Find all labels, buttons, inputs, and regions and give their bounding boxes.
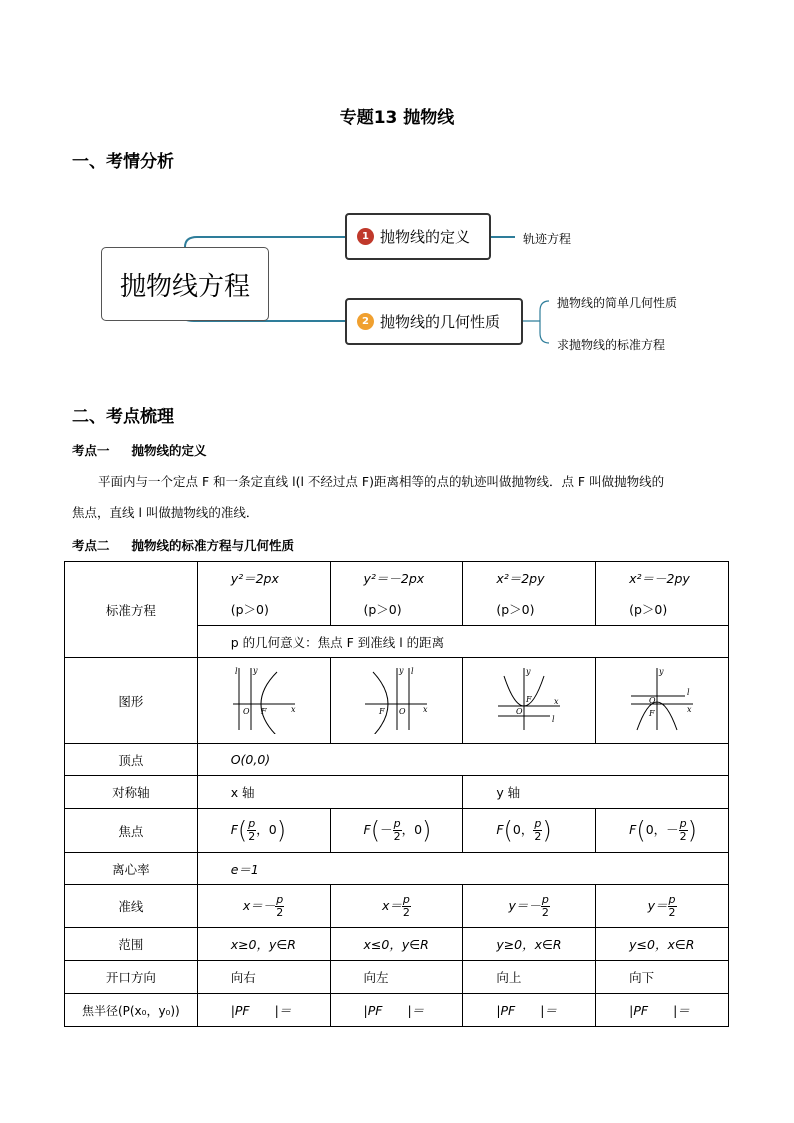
svg-text:y: y — [659, 667, 664, 676]
point1-paragraph-line1: 平面内与一个定点 F 和一条定直线 l(l 不经过点 F)距离相等的点的轨迹叫做抛物线．点 F 叫做抛物线的 — [98, 474, 665, 489]
fraction: $\frac{p}{2}$ — [393, 817, 401, 843]
focal-radius-value: |PF |＝ — [463, 994, 596, 1027]
svg-text:x: x — [687, 705, 692, 714]
row-label-directrix: 准线 — [65, 885, 198, 928]
bracket-line — [540, 301, 549, 343]
opening-value: 向左 — [330, 961, 463, 994]
std-eq: x²＝2py — [496, 570, 545, 586]
mindmap-root: 抛物线方程 — [101, 247, 269, 321]
focus-cell: F( $\frac{p}{2}$ ，0) — [197, 809, 330, 853]
std-eq-cell — [330, 562, 463, 626]
svg-text:l: l — [411, 667, 414, 676]
directrix-cell: x＝ $\frac{p}{2}$ — [330, 885, 463, 928]
fraction: $\frac{p}{2}$ — [402, 892, 410, 919]
svg-text:x: x — [423, 705, 428, 714]
table-row — [65, 961, 729, 994]
range-value: x≤0，y∈R — [330, 928, 463, 961]
std-cond: (p＞0) — [496, 601, 535, 617]
mindmap-node-definition-label: 抛物线的定义 — [380, 228, 471, 246]
eccentricity-value: e＝1 — [197, 853, 728, 885]
fraction: $\frac{p}{2}$ — [534, 817, 542, 843]
point1-heading — [72, 441, 207, 459]
svg-text:F: F — [379, 707, 385, 716]
svg-text:l: l — [552, 715, 555, 724]
table-row — [65, 809, 729, 853]
row-label-range: 范围 — [65, 928, 198, 961]
graph-cell-up — [463, 658, 596, 744]
svg-text:O: O — [399, 707, 406, 716]
mindmap-node-definition — [345, 213, 491, 260]
row-label-focal-radius: 焦半径(P(x₀，y₀)) — [65, 994, 198, 1027]
row-label-opening: 开口方向 — [65, 961, 198, 994]
row-label-graph: 图形 — [65, 658, 198, 744]
svg-text:y: y — [399, 666, 404, 675]
fraction: $\frac{p}{2}$ — [668, 892, 676, 919]
connector-line — [185, 237, 345, 247]
section-heading-points: 二、考点梳理 — [72, 407, 174, 427]
fraction: $\frac{p}{2}$ — [248, 817, 256, 843]
focal-radius-value: |PF |＝ — [596, 994, 729, 1027]
opening-value: 向上 — [463, 961, 596, 994]
fraction: $\frac{p}{2}$ — [541, 892, 549, 919]
svg-text:O: O — [516, 707, 523, 716]
point1-paragraph-line2: 焦点，直线 l 叫做抛物线的准线． — [72, 505, 259, 520]
axis-y-value: y 轴 — [463, 776, 729, 809]
graph-cell-left — [330, 658, 463, 744]
page-title: 专题13 抛物线 — [339, 108, 455, 128]
point2-title: 抛物线的标准方程与几何性质 — [131, 538, 295, 553]
std-cond: (p＞0) — [230, 601, 269, 617]
parabola-right-graph — [229, 664, 299, 734]
mindmap-node-geometry — [345, 298, 523, 345]
mindmap-node-geometry-label: 抛物线的几何性质 — [380, 313, 501, 331]
range-value: x≥0，y∈R — [197, 928, 330, 961]
table-row — [65, 885, 729, 928]
fraction: $\frac{p}{2}$ — [276, 892, 284, 919]
opening-value: 向下 — [596, 961, 729, 994]
directrix-cell: x＝－ $\frac{p}{2}$ — [197, 885, 330, 928]
directrix-cell: y＝ $\frac{p}{2}$ — [596, 885, 729, 928]
section-heading-analysis: 一、考情分析 — [72, 152, 174, 172]
graph-cell-right — [197, 658, 330, 744]
number-badge-1: 1 — [357, 228, 374, 245]
std-eq-cell — [197, 562, 330, 626]
table-row — [65, 562, 729, 626]
focus-cell: F(0， $\frac{p}{2}$ ) — [463, 809, 596, 853]
focus-cell: F(0，－ $\frac{p}{2}$ ) — [596, 809, 729, 853]
vertex-value: O(0,0) — [197, 744, 728, 776]
svg-text:y: y — [252, 666, 258, 675]
mindmap-leaf-trajectory: 轨迹方程 — [523, 232, 572, 246]
graph-cell-down — [596, 658, 729, 744]
mindmap-leaf-simple-properties: 抛物线的简单几何性质 — [557, 296, 678, 310]
point1-title: 抛物线的定义 — [131, 443, 207, 458]
fraction: $\frac{p}{2}$ — [679, 817, 687, 843]
svg-text:l: l — [687, 688, 690, 697]
svg-text:O: O — [649, 696, 656, 705]
focal-radius-value: |PF |＝ — [330, 994, 463, 1027]
row-label-focus: 焦点 — [65, 809, 198, 853]
parabola-up-graph — [494, 664, 564, 734]
svg-text:l: l — [234, 667, 238, 676]
axis-x-value: x 轴 — [197, 776, 463, 809]
table-row — [65, 776, 729, 809]
row-label-eccentricity: 离心率 — [65, 853, 198, 885]
std-cond: (p＞0) — [629, 601, 668, 617]
svg-text:F: F — [526, 695, 532, 704]
table-row — [65, 853, 729, 885]
svg-text:x: x — [554, 697, 559, 706]
properties-table — [64, 561, 729, 1027]
row-label-axis: 对称轴 — [65, 776, 198, 809]
svg-text:x: x — [290, 705, 296, 714]
svg-text:F: F — [260, 707, 267, 716]
svg-text:O: O — [242, 707, 250, 716]
std-eq: x²＝－2py — [629, 570, 690, 586]
row-label-vertex: 顶点 — [65, 744, 198, 776]
std-eq-cell — [463, 562, 596, 626]
table-row — [65, 744, 729, 776]
parabola-down-graph — [627, 664, 697, 734]
std-eq: y²＝－2px — [363, 570, 425, 586]
svg-text:y: y — [526, 667, 531, 676]
svg-text:F: F — [649, 709, 655, 718]
range-value: y≥0，x∈R — [463, 928, 596, 961]
point1-number: 考点一 — [72, 443, 110, 458]
parabola-left-graph — [361, 664, 431, 734]
point2-number: 考点二 — [72, 538, 110, 553]
focal-radius-value: |PF |＝ — [197, 994, 330, 1027]
range-value: y≤0，x∈R — [596, 928, 729, 961]
table-row — [65, 928, 729, 961]
point2-heading — [72, 536, 294, 554]
mindmap-leaf-standard-equation: 求抛物线的标准方程 — [557, 338, 666, 352]
directrix-cell: y＝－ $\frac{p}{2}$ — [463, 885, 596, 928]
opening-value: 向右 — [197, 961, 330, 994]
p-meaning: p 的几何意义：焦点 F 到准线 l 的距离 — [197, 626, 728, 658]
number-badge-2: 2 — [357, 313, 374, 330]
std-eq: y²＝2px — [230, 570, 279, 586]
table-row — [65, 994, 729, 1027]
focus-cell: F(－ $\frac{p}{2}$ ，0) — [330, 809, 463, 853]
std-cond: (p＞0) — [363, 601, 402, 617]
row-label-standard-equation: 标准方程 — [65, 562, 198, 658]
table-row — [65, 658, 729, 744]
std-eq-cell — [596, 562, 729, 626]
